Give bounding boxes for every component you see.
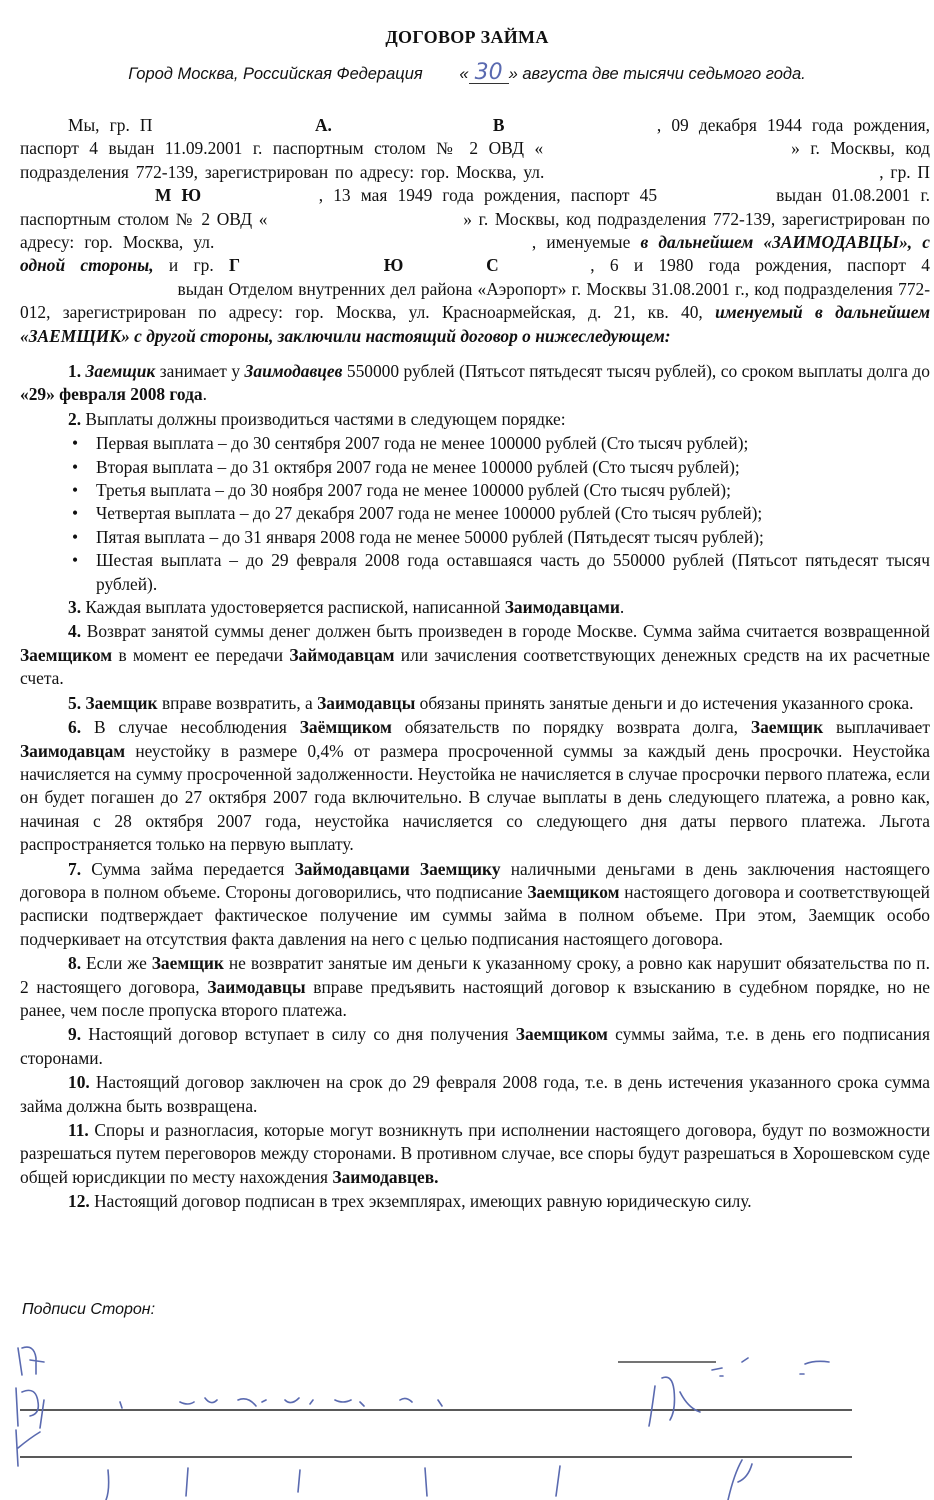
redacted-block: [332, 114, 493, 137]
term-parties: Займодавцами Заемщику: [294, 858, 501, 879]
clause-text: суммы займа, т.е. в день его подписания сторонами.: [20, 1024, 930, 1068]
clause-text: обязаны принять занятые деньги и до истечения указанного срока.: [419, 692, 914, 713]
clause-text: .: [619, 597, 625, 618]
clause-text: в момент ее передачи: [118, 644, 284, 665]
intro-text: , именуемые: [531, 232, 631, 253]
redacted-block: [152, 114, 304, 137]
intro-text: 1980 года рождения, паспорт 4: [658, 255, 930, 276]
clause-number: 4.: [68, 621, 82, 642]
clause-text: .: [202, 384, 207, 405]
intro-text: , 13 мая 1949 года рождения, паспорт 45: [318, 185, 658, 206]
redacted-block: [403, 254, 486, 277]
term-borrower: Заемщиком: [527, 881, 620, 902]
clause-text: 550000 рублей (Пятьсот пятьдесят тысяч рублей), со сроком выплаты долга до: [346, 361, 930, 381]
intro-role-borrower: именуемый в дальнейшем «ЗАЕМЩИК» с другой стороны, заключили настоящий договор о нижеследующем:: [20, 302, 930, 346]
clause-4: [20, 620, 930, 690]
signature-mark: [106, 1460, 752, 1500]
term-lenders: Заимодавцы: [207, 976, 306, 997]
clause-text: Настоящий договор заключен на срок до 29 февраля 2008 года, т.е. в день истечения указанного срока сумма займа должна быть возвращена.: [20, 1072, 930, 1116]
quote-close: »: [508, 65, 518, 83]
intro-initial: Ю: [383, 255, 404, 276]
term-borrower: Заемщик: [750, 717, 824, 738]
intro-initial: Ю: [181, 185, 202, 206]
intro-text: выдан Отделом внутренних дел района «Аэропорт» г. Москвы 31.08.2001 г., код подразделения 772-012, зарегистрирован по адресу: гор. Москва, ул. Красноармейская, д. 21, кв. 40,: [20, 278, 930, 323]
signature-mark: [18, 1347, 44, 1375]
term-lenders: Займодавцам: [289, 644, 395, 665]
term-lenders: Заимодавцам: [20, 740, 126, 761]
intro-text: , 6 и: [590, 255, 644, 276]
term-lenders: Заимодавцев: [244, 361, 343, 381]
clause-text: настоящего договора и соответствующей расписки подтверждает фактическое получение им суммы займа в полном объеме. При этом, Заемщик особо подчеркивает на отсутствия факта давления на него с целью подписания настоящего договора.: [20, 881, 930, 949]
redacted-block: [499, 254, 590, 277]
payment-item: • Первая выплата – до 30 сентября 2007 года не менее 100000 рублей (Сто тысяч рублей);: [96, 432, 930, 455]
intro-initial: М: [154, 185, 172, 206]
clause-text: выплачивает: [835, 717, 930, 738]
intro-text: , 09 декабря 1944 года рождения, паспорт 4: [20, 115, 930, 159]
intro-initial: А.: [314, 115, 332, 135]
intro-text: » г. Москвы, код подразделения 772-139, зарегистрирован по адресу: гор. Москва, ул.: [20, 208, 930, 253]
clause-text: Выплаты должны производиться частями в следующем порядке:: [85, 408, 566, 429]
clause-text: наличными деньгами в день заключения настоящего договора в полном объеме. Стороны договорились, что подписание: [20, 858, 930, 902]
term-borrower: Заемщиком: [515, 1024, 608, 1045]
redacted-block: [544, 161, 879, 184]
clause-text: обязательств по порядку возврата долга,: [404, 717, 739, 738]
term-borrower: Заемщик: [85, 361, 156, 381]
term-borrower: Заемщик: [151, 953, 224, 974]
clause-number: 11.: [68, 1120, 89, 1140]
payment-schedule-list: [20, 432, 930, 596]
payment-item: • Шестая выплата – до 29 февраля 2008 года оставшаяся часть до 550000 рублей (Пятьсот пятьдесят тысяч рублей).: [96, 549, 930, 596]
clause-5: [20, 692, 930, 715]
payment-item: • Вторая выплата – до 31 октября 2007 года не менее 100000 рублей (Сто тысяч рублей);: [96, 456, 930, 479]
redacted-block: [20, 278, 172, 301]
document-title: ДОГОВОР ЗАЙМА: [385, 27, 549, 47]
clause-text: Настоящий договор подписан в трех экземплярах, имеющих равную юридическую силу.: [94, 1191, 752, 1212]
clause-number: 5.: [68, 692, 82, 713]
clause-number: 9.: [68, 1024, 82, 1045]
clause-number: 2.: [68, 408, 82, 429]
clause-text: неустойку в размере 0,4% от размера просроченной суммы за каждый день просрочки. Неустойка начисляется на сумму просроченной задолженности. Неустойка не начисляется в случае просрочки первого платежа, если он будет погашен до 27 октября 2007 года включительно. В случае выплаты в день следующего платежа, а ровно как, начиная с 28 октября 2007 года, неустойка начисляется со следующего дня даты первого платежа. Льгота распространяется только на первую выплату.: [20, 740, 930, 855]
payment-item: • Четвертая выплата – до 27 декабря 2007 года не менее 100000 рублей (Сто тысяч рублей);: [96, 502, 930, 525]
signatures-label: Подписи Сторон:: [22, 1301, 156, 1318]
clause-9: [20, 1023, 930, 1070]
clause-text: Возврат занятой суммы денег должен быть произведен в городе Москве. Сумма займа считается возвращенной: [86, 621, 930, 642]
signature-mark: [16, 1430, 40, 1466]
clause-number: 12.: [68, 1191, 90, 1212]
clause-3: [20, 596, 930, 619]
clause-6: [20, 716, 930, 856]
signatures-area: [0, 1330, 934, 1500]
term-lenders: Заимодавцами: [504, 597, 620, 618]
clause-1: [20, 360, 930, 407]
intro-text: выдан 01.08.2001 г. паспортным столом № 2 ОВД «: [20, 185, 930, 229]
term-borrower: Заёмщиком: [299, 717, 392, 738]
clause-text: Настоящий договор вступает в силу со дня получения: [88, 1024, 509, 1045]
clause-number: 7.: [68, 858, 82, 879]
clause-8: [20, 952, 930, 1022]
clause-11: [20, 1119, 930, 1189]
signature-mark: [712, 1358, 829, 1376]
handwritten-signatures: [16, 1347, 829, 1500]
term-borrower: Заемщиком: [20, 644, 113, 665]
redacted-block: [214, 231, 532, 254]
intro-initial: В: [492, 115, 505, 135]
intro-role-lenders: в дальнейшем «ЗАИМОДАВЦЫ», с одной стороны,: [20, 232, 930, 276]
term-lenders: Заимодавцы: [317, 692, 416, 713]
clause-text: Если же: [86, 953, 147, 974]
quote-open: «: [459, 65, 469, 83]
clause-2: [20, 408, 930, 431]
clause-12: [20, 1190, 930, 1213]
signature-mark: [16, 1388, 44, 1428]
intro-text: , гр. П: [879, 161, 930, 182]
contract-clauses: [20, 360, 930, 1215]
signature-mark: [649, 1377, 700, 1426]
clause-10: [20, 1071, 930, 1118]
clause-text: вправе возвратить, а: [161, 692, 313, 713]
clause-number: 6.: [68, 717, 82, 738]
city: Город Москва, Российская Федерация: [128, 65, 423, 83]
clause-7: [20, 858, 930, 952]
clause-number: 10.: [68, 1072, 90, 1093]
term-lenders: Заимодавцев.: [332, 1166, 439, 1187]
payment-item: • Третья выплата – до 30 ноября 2007 года не менее 100000 рублей (Сто тысяч рублей);: [96, 479, 930, 502]
intro-text: Мы, гр. П: [68, 115, 153, 135]
payment-item: • Пятая выплата – до 31 января 2008 года не менее 50000 рублей (Пятьдесят тысяч рублей);: [96, 526, 930, 549]
intro-initial: С: [486, 255, 499, 276]
redacted-block: [20, 184, 155, 207]
place-date-line: [0, 60, 934, 86]
redacted-block: [267, 208, 463, 231]
redacted-block: [543, 137, 791, 160]
clause-text: Сумма займа передается: [91, 858, 285, 879]
clause-text: Каждая выплата удостоверяется распиской, написанной: [85, 597, 501, 618]
due-date: «29» февраля 2008 года: [20, 384, 203, 405]
redacted-block: [505, 114, 657, 137]
term-borrower: Заемщик: [85, 692, 158, 713]
clause-text: вправе предъявить настоящий договор к взысканию в судебном порядке, но не ранее, чем после пропуска второго платежа.: [20, 976, 930, 1020]
clause-text: занимает у: [159, 361, 241, 381]
clause-number: 3.: [68, 597, 82, 618]
parties-intro: [20, 114, 930, 348]
month-year: августа две тысячи седьмого года.: [522, 65, 806, 83]
intro-text: и гр.: [168, 255, 214, 276]
signature-mark: [120, 1398, 442, 1408]
handwritten-day: 30: [469, 63, 509, 84]
redacted-block: [657, 184, 766, 207]
redacted-block: [201, 184, 319, 207]
clause-number: 8.: [68, 953, 82, 974]
clause-number: 1.: [68, 361, 82, 381]
intro-initial: Г: [229, 255, 241, 276]
clause-text: или зачисления соответствующих денежных средств на их расчетные счета.: [20, 644, 930, 689]
intro-text: выдан 11.09.2001 г. паспортным столом № 2 ОВД «: [108, 138, 544, 159]
clause-text: не возвратит занятые им деньги к указанному сроку, а ровно как нарушит обязательства по п. 2 настоящего договора,: [20, 953, 930, 997]
redacted-block: [240, 254, 384, 277]
intro-text: » г. Москвы, код подразделения 772-139, зарегистрирован по адресу: гор. Москва, ул.: [20, 138, 930, 182]
clause-text: В случае несоблюдения: [93, 717, 287, 738]
clause-text: Споры и разногласия, которые могут возникнуть при исполнении настоящего договора, будут по возможности разрешаться путем переговоров между сторонами. В противном случае, все споры будут разрешаться в Хорошевском суде общей юрисдикции по месту нахождения: [20, 1120, 930, 1187]
